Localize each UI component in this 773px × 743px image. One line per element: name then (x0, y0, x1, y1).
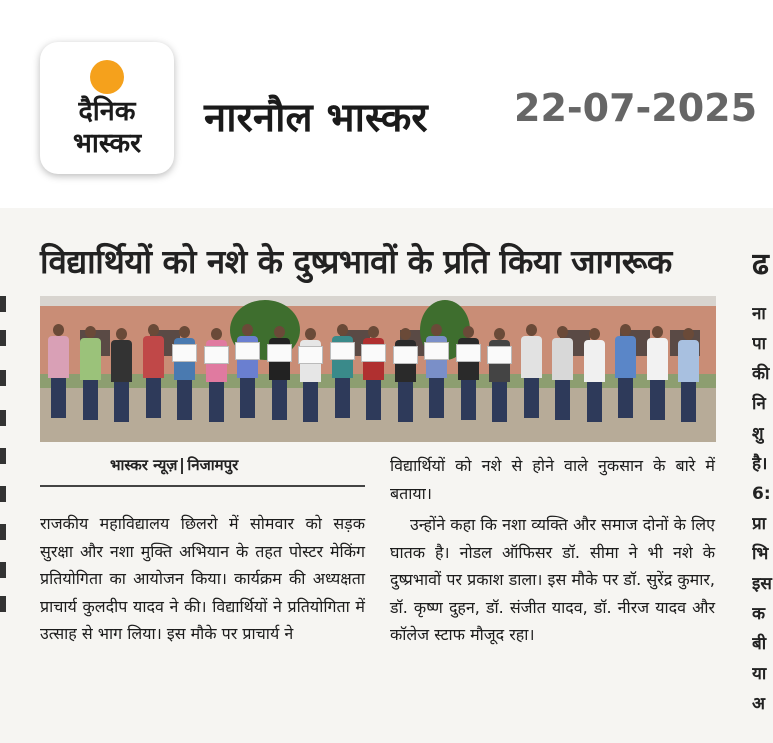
adjacent-article-fragment (752, 245, 773, 719)
text-fragment (0, 410, 6, 426)
text-fragment (0, 448, 6, 464)
article-paragraph: राजकीय महाविद्यालय छिलरो में सोमवार को सड़क सुरक्षा और नशा मुक्ति अभियान के तहत पोस्टर मेकिंग प्रतियोगिता का आयोजन किया। कार्यक्रम की अध्यक्षता प्राचार्य कुलदीप यादव ने की। विद्यार्थियों ने प्रतियोगिता में उत्साह से भाग लिया। इस मौके पर प्राचार्य ने (40, 514, 365, 643)
article-column-2 (390, 452, 715, 649)
byline-rule (40, 485, 365, 487)
poster (487, 346, 512, 364)
byline-place: निजामपुर (187, 456, 239, 474)
fragment-line: की (752, 364, 770, 384)
fragment-line: ना (752, 304, 766, 324)
poster (424, 342, 449, 360)
text-fragment (0, 562, 6, 578)
logo-sun-icon (90, 60, 124, 94)
fragment-line: बी (752, 634, 767, 654)
poster (361, 344, 386, 362)
fragment-line: ढ (752, 247, 769, 282)
poster (204, 346, 229, 364)
fragment-line: इस (752, 574, 772, 594)
fragment-line: 6: (752, 484, 771, 504)
article-paragraph: विद्यार्थियों को नशे से होने वाले नुकसान के बारे में बताया। (390, 456, 715, 503)
fragment-line: भि (752, 544, 769, 564)
text-fragment (0, 296, 6, 312)
fragment-line: नि (752, 394, 766, 414)
byline (110, 455, 238, 475)
article-headline: विद्यार्थियों को नशे के दुष्प्रभावों के प्रति किया जागरूक (40, 242, 672, 281)
text-fragment (0, 524, 6, 540)
poster (298, 346, 323, 364)
text-fragment (0, 596, 6, 612)
text-fragment (0, 370, 6, 386)
fragment-line: या (752, 664, 767, 684)
left-column-edge (0, 230, 10, 700)
fragment-line: क (752, 604, 766, 624)
poster (172, 344, 197, 362)
poster (456, 344, 481, 362)
poster (235, 342, 260, 360)
fragment-line: है। (752, 454, 768, 474)
logo-text-line2: भास्कर (72, 128, 142, 159)
dainik-bhaskar-logo (40, 42, 174, 174)
byline-source: भास्कर न्यूज़ (110, 456, 178, 474)
poster (330, 342, 355, 360)
poster (267, 344, 292, 362)
edition-title: नारनौल भास्कर (204, 95, 428, 141)
article-column-1 (40, 510, 365, 648)
article-paragraph: उन्होंने कहा कि नशा व्यक्ति और समाज दोनों के लिए घातक है। नोडल ऑफिसर डॉ. सीमा ने भी नशे के दुष्प्रभावों पर प्रकाश डाला। इस मौके पर डॉ. सुरेंद्र कुमार, डॉ. कृष्ण दुहन, डॉ. संजीत यादव, डॉ. नीरज यादव और कॉलेज स्टाफ मौजूद रहा। (390, 515, 715, 644)
news-photo (40, 296, 716, 442)
text-fragment (0, 330, 6, 346)
text-fragment (0, 486, 6, 502)
edition-date: 22-07-2025 (514, 86, 758, 130)
fragment-line: पा (752, 334, 767, 354)
fragment-line: शु (752, 424, 764, 444)
logo-text-line1: दैनिक (78, 96, 136, 127)
poster (393, 346, 418, 364)
fragment-line: अ (752, 694, 765, 714)
fragment-line: प्रा (752, 514, 767, 534)
